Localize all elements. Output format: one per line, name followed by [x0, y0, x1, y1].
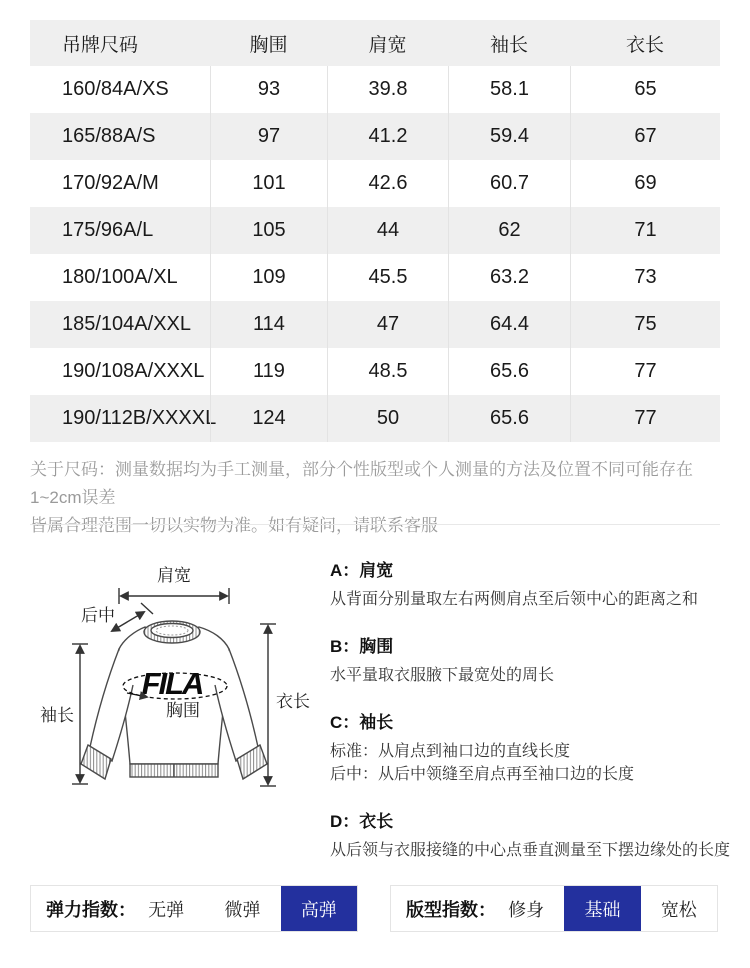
length-cell: 67: [570, 113, 720, 160]
length-cell: 69: [570, 160, 720, 207]
table-row: [30, 66, 720, 113]
length-cell: 65: [570, 66, 720, 113]
fit-option-loose[interactable]: 宽松: [660, 899, 697, 920]
guide-item-chest: [330, 632, 735, 687]
elasticity-label: 弹力指数：: [46, 899, 136, 920]
elasticity-index-box: [30, 885, 358, 932]
col-header-shoulder: 肩宽: [368, 34, 407, 56]
chest-label: 胸围: [166, 701, 200, 720]
col-header-length: 衣长: [625, 34, 664, 56]
fila-logo: FILA: [141, 666, 203, 701]
fit-option-regular-selected[interactable]: 基础: [564, 886, 640, 931]
size-cell: 170/92A/M: [62, 172, 159, 194]
guide-line: 后中：从后中领缝至肩点再至袖口边的长度: [330, 766, 635, 783]
guide-heading: A：肩宽: [330, 561, 394, 580]
guide-line: 从后领与衣服接缝的中心点垂直测量至下摆边缘处的长度: [330, 842, 731, 859]
fit-option-slim[interactable]: 修身: [508, 899, 545, 920]
elasticity-option-slight[interactable]: 微弹: [224, 899, 261, 920]
shoulder-cell: 47: [327, 301, 448, 348]
guide-heading: D：衣长: [330, 812, 394, 831]
section-divider: [30, 524, 720, 525]
sleeve-cell: 63.2: [448, 254, 570, 301]
table-row: [30, 395, 720, 442]
guide-heading: B：胸围: [330, 637, 394, 656]
size-table: [30, 20, 720, 442]
shoulder-cell: 41.2: [327, 113, 448, 160]
size-cell: 190/108A/XXXL: [62, 360, 205, 382]
back-center-label: 后中: [81, 606, 115, 625]
chest-cell: 114: [210, 301, 327, 348]
col-header-sleeve: 袖长: [489, 34, 528, 56]
table-row: [30, 254, 720, 301]
sleeve-cell: 64.4: [448, 301, 570, 348]
fit-index-box: [390, 885, 718, 932]
garment-measure-diagram: [35, 552, 315, 802]
table-row: [30, 301, 720, 348]
length-cell: 77: [570, 348, 720, 395]
table-row: [30, 348, 720, 395]
size-note-line2: 皆属合理范围一切以实物为准。如有疑问，请联系客服: [30, 516, 438, 535]
shoulder-cell: 48.5: [327, 348, 448, 395]
length-cell: 73: [570, 254, 720, 301]
sleeve-label: 袖长: [40, 706, 74, 725]
sleeve-cell: 60.7: [448, 160, 570, 207]
col-header-tag-size: 吊牌尺码: [62, 34, 139, 56]
size-note-line1: 关于尺码：测量数据均为手工测量，部分个性版型或个人测量的方法及位置不同可能存在1~2cm误差: [30, 460, 693, 507]
guide-line: 标准：从肩点到袖口边的直线长度: [330, 743, 571, 760]
size-note: [30, 456, 722, 540]
shoulder-cell: 44: [327, 207, 448, 254]
shoulder-cell: 45.5: [327, 254, 448, 301]
chest-cell: 101: [210, 160, 327, 207]
length-cell: 75: [570, 301, 720, 348]
guide-item-shoulder: [330, 556, 735, 611]
size-table-header-row: [30, 20, 720, 66]
elasticity-option-high-selected[interactable]: 高弹: [281, 886, 357, 931]
table-row: [30, 160, 720, 207]
elasticity-option-none[interactable]: 无弹: [148, 899, 185, 920]
chest-cell: 93: [210, 66, 327, 113]
measure-guide: [330, 556, 735, 883]
table-row: [30, 113, 720, 160]
size-cell: 175/96A/L: [62, 219, 154, 241]
size-cell: 165/88A/S: [62, 125, 156, 147]
chest-cell: 105: [210, 207, 327, 254]
guide-item-sleeve: [330, 708, 735, 786]
sleeve-cell: 59.4: [448, 113, 570, 160]
guide-item-length: [330, 807, 735, 862]
size-cell: 185/104A/XXL: [62, 313, 191, 335]
shoulder-cell: 42.6: [327, 160, 448, 207]
chest-cell: 109: [210, 254, 327, 301]
chest-cell: 97: [210, 113, 327, 160]
fit-label: 版型指数：: [406, 899, 496, 920]
chest-cell: 124: [210, 395, 327, 442]
chest-cell: 119: [210, 348, 327, 395]
shoulder-label: 肩宽: [157, 566, 191, 585]
length-cell: 77: [570, 395, 720, 442]
shoulder-cell: 50: [327, 395, 448, 442]
length-cell: 71: [570, 207, 720, 254]
shoulder-width-arrow: [119, 588, 229, 604]
size-cell: 190/112B/XXXXL: [62, 407, 217, 429]
size-cell: 160/84A/XS: [62, 78, 169, 100]
guide-line: 水平量取衣服腋下最宽处的周长: [330, 667, 555, 684]
sleeve-cell: 62: [448, 207, 570, 254]
guide-line: 从背面分别量取左右两侧肩点至后领中心的距离之和: [330, 591, 699, 608]
shoulder-cell: 39.8: [327, 66, 448, 113]
sleeve-cell: 65.6: [448, 348, 570, 395]
sleeve-cell: 65.6: [448, 395, 570, 442]
col-header-chest: 胸围: [249, 34, 288, 56]
table-row: [30, 207, 720, 254]
length-label: 衣长: [276, 692, 310, 711]
sleeve-cell: 58.1: [448, 66, 570, 113]
size-cell: 180/100A/XL: [62, 266, 178, 288]
guide-heading: C：袖长: [330, 713, 394, 732]
